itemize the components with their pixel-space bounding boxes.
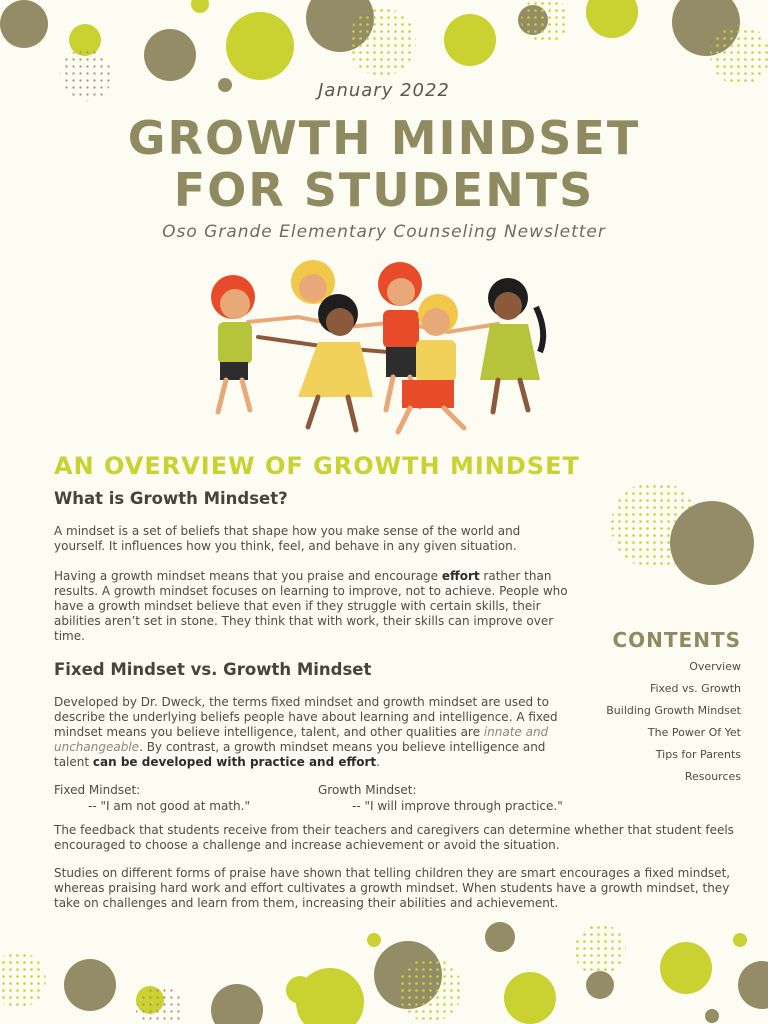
- paragraph-mindset-definition: A mindset is a set of beliefs that shape how you make sense of the world and yourself. It influences how you think, feel, and behave in any given situation.: [54, 524, 521, 553]
- p3-italic-phrase: innate and unchangeable: [54, 725, 549, 754]
- p3-bold-phrase: can be developed with practice and effort: [92, 755, 377, 769]
- contents-item-fixed-vs-growth[interactable]: Fixed vs. Growth: [649, 682, 741, 695]
- fixed-label: Fixed Mindset:: [54, 783, 141, 797]
- contents-list: [606, 656, 741, 788]
- contents-item-building-growth-mindset[interactable]: Building Growth Mindset: [606, 704, 741, 717]
- overview-section-title: AN OVERVIEW OF GROWTH MINDSET: [54, 452, 580, 480]
- title-line-2: FOR STUDENTS: [173, 163, 595, 217]
- fixed-vs-growth-heading: Fixed Mindset vs. Growth Mindset: [54, 660, 372, 679]
- growth-example: [318, 782, 618, 814]
- p2-text-start: Having a growth mindset means that you praise and encourage: [54, 569, 442, 583]
- p3-text-start: Developed by Dr. Dweck, the terms fixed mindset and growth mindset are used to describe the underlying beliefs people have about learning and intelligence. A fixed mindset means you believe intelligence, talent, and other qualities are: [54, 695, 558, 739]
- p2-bold-effort: effort: [441, 569, 480, 583]
- p3-text-end: .: [376, 755, 380, 769]
- contents-item-overview[interactable]: Overview: [689, 660, 741, 673]
- contents-item-power-of-yet[interactable]: The Power Of Yet: [647, 726, 741, 739]
- page-title: [0, 112, 768, 216]
- fixed-quote: -- "I am not good at math.": [88, 799, 250, 813]
- paragraph-dweck: [54, 695, 574, 770]
- title-line-1: GROWTH MINDSET: [127, 111, 641, 165]
- children-dancing-illustration: [188, 252, 568, 442]
- what-is-heading: What is Growth Mindset?: [54, 489, 288, 508]
- growth-label: Growth Mindset:: [318, 783, 417, 797]
- contents-item-tips-for-parents[interactable]: Tips for Parents: [655, 748, 741, 761]
- contents-title: CONTENTS: [612, 628, 741, 652]
- contents-item-resources[interactable]: Resources: [684, 770, 741, 783]
- fixed-example: [54, 782, 354, 814]
- growth-quote: -- "I will improve through practice.": [352, 799, 563, 813]
- p2-text-end: rather than results. A growth mindset focuses on learning to improve, not to achieve. People who have a growth mindset believe that even if they struggle with certain skills, their abilities aren’t set in stone. They think that with work, their skills can improve over time.: [54, 569, 568, 643]
- newsletter-subtitle: Oso Grande Elementary Counseling Newsletter: [162, 222, 606, 242]
- issue-date: January 2022: [318, 80, 450, 101]
- paragraph-feedback: The feedback that students receive from their teachers and caregivers can determine whether that student feels encouraged to choose a challenge and increase achievement or avoid the situation.: [54, 823, 734, 852]
- paragraph-growth-mindset: [54, 569, 574, 644]
- p3-text-middle: . By contrast, a growth mindset means you believe intelligence and talent: [54, 740, 546, 769]
- paragraph-praise-studies: Studies on different forms of praise have shown that telling children they are smart encourages a fixed mindset, whereas praising hard work and effort cultivates a growth mindset. When students have a growth mindset, they take on challenges and learn from them, increasing their abilities and achievement.: [54, 866, 731, 910]
